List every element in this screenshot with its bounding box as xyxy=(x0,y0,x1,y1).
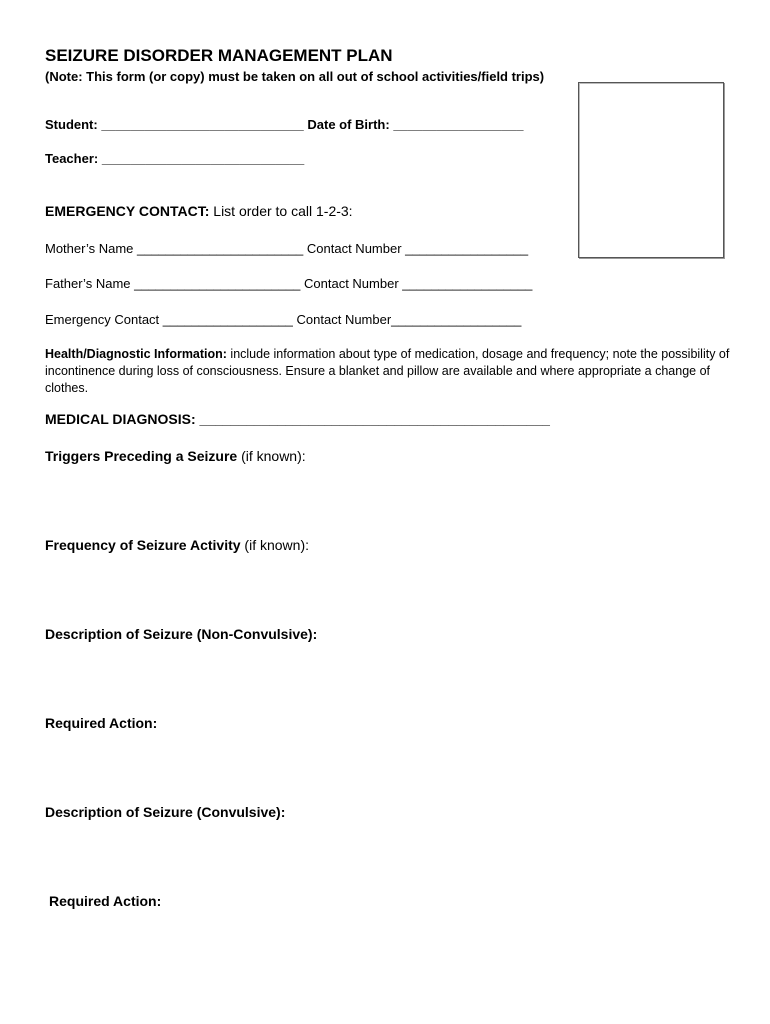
health-diagnostic-info xyxy=(45,346,730,397)
required-action-heading-1: Required Action: xyxy=(45,715,158,731)
health-diagnostic-text: include information about type of medication, dosage and frequency; note the possibility of incontinence during loss of consciousness. Ensure a blanket and pillow are available and where appropriate a change of clothes. xyxy=(45,347,730,395)
triggers-label: Triggers Preceding a Seizure xyxy=(45,448,238,464)
emergency-contact-line: Emergency Contact __________________ Contact Number__________________ xyxy=(45,312,522,327)
photo-box xyxy=(578,82,724,258)
health-diagnostic-label: Health/Diagnostic Information: xyxy=(45,347,227,361)
form-title: SEIZURE DISORDER MANAGEMENT PLAN xyxy=(45,46,393,65)
frequency-suffix: (if known): xyxy=(240,537,310,553)
frequency-heading xyxy=(45,537,309,553)
description-nonconvulsive-heading: Description of Seizure (Non-Convulsive): xyxy=(45,626,318,642)
emergency-contact-instruction: List order to call 1-2-3: xyxy=(209,203,353,219)
mother-contact-line: Mother’s Name _______________________ Contact Number _________________ xyxy=(45,241,529,256)
emergency-contact-heading xyxy=(45,203,353,219)
form-note: (Note: This form (or copy) must be taken on all out of school activities/field trips) xyxy=(45,69,545,84)
frequency-label: Frequency of Seizure Activity xyxy=(45,537,241,553)
required-action-heading-2: Required Action: xyxy=(49,893,162,909)
description-convulsive-heading: Description of Seizure (Convulsive): xyxy=(45,804,286,820)
triggers-suffix: (if known): xyxy=(237,448,306,464)
student-dob-line: Student: ____________________________ Date of Birth: __________________ xyxy=(45,117,524,132)
father-contact-line: Father’s Name _______________________ Contact Number __________________ xyxy=(45,276,533,291)
triggers-heading xyxy=(45,448,306,464)
emergency-contact-label: EMERGENCY CONTACT: xyxy=(45,203,210,219)
teacher-line: Teacher: ____________________________ xyxy=(45,151,305,166)
medical-diagnosis-line: MEDICAL DIAGNOSIS: _____________________________________________ xyxy=(45,411,550,427)
